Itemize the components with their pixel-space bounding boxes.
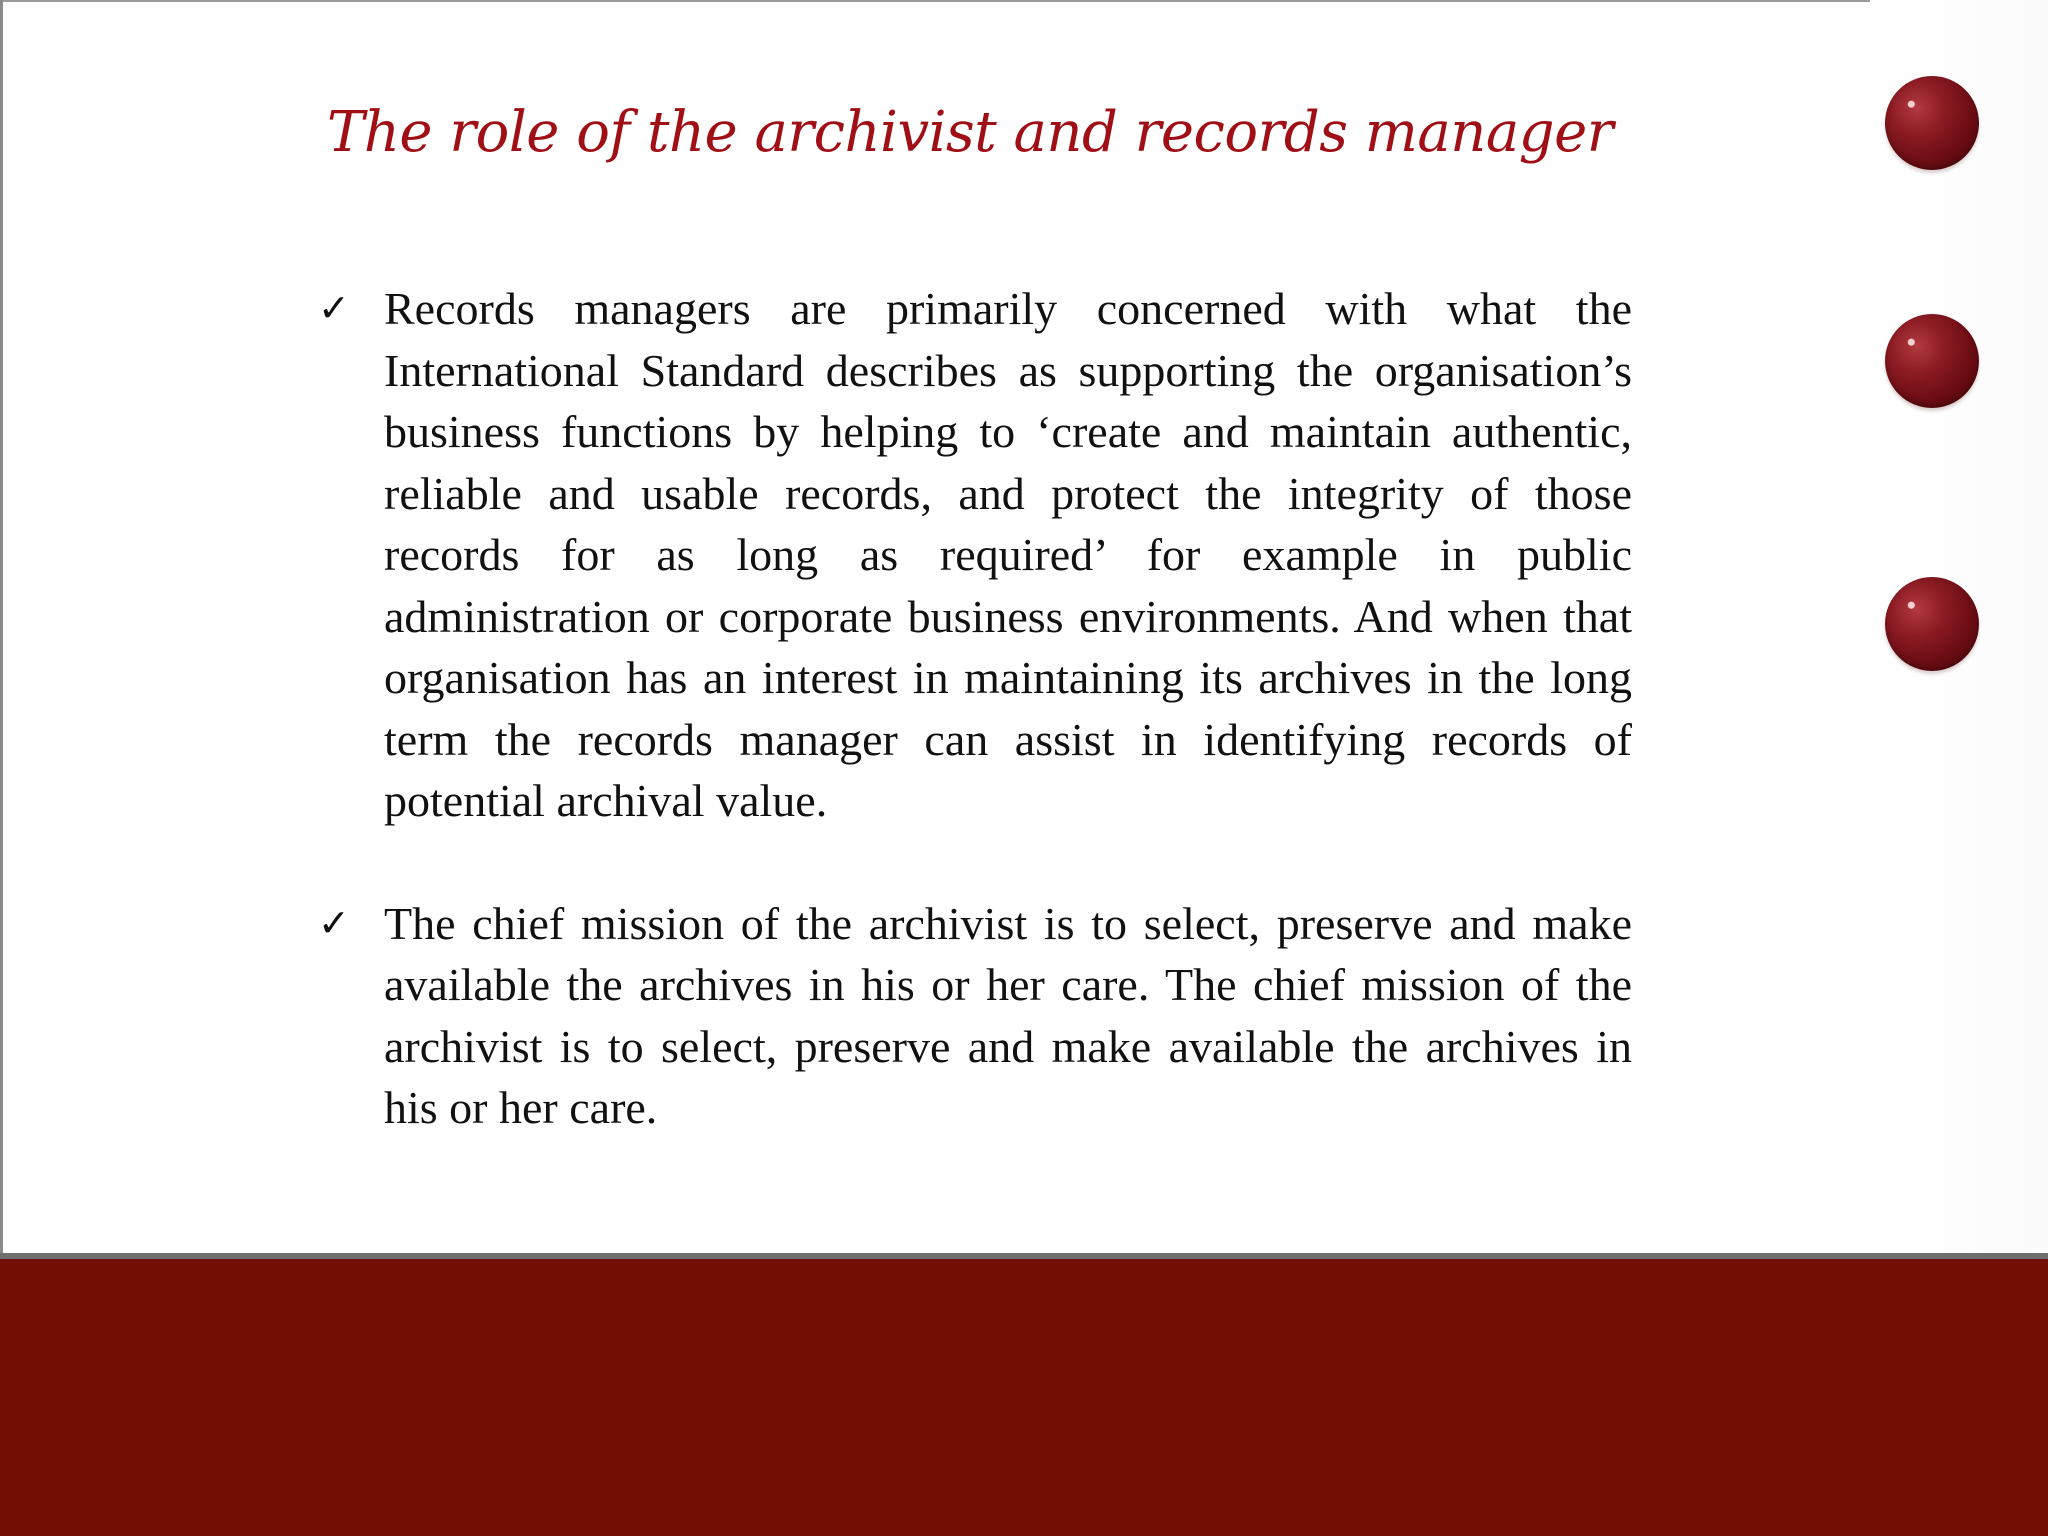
footer-band [0, 1259, 2048, 1536]
red-orb-icon [1885, 314, 1979, 408]
checkmark-icon: ✓ [318, 900, 350, 945]
red-orb-icon [1885, 76, 1979, 170]
slide-left-border [0, 0, 3, 1255]
red-orb-icon [1885, 577, 1979, 671]
checkmark-icon: ✓ [318, 286, 350, 330]
bullet-item-records-managers [318, 278, 1632, 832]
bullet-text: Records managers are primarily concerned with what the International Standard describes as supporting the organisation’s business functions by helping to ‘create and maintain authentic, reliable and usable records, and protect the integrity of those records for as long as required’ for example in public administration or corporate business environments. And when that organisation has an interest in maintaining its archives in the long term the records manager can assist in identifying records of potential archival value. [384, 283, 1632, 826]
slide-top-border [0, 0, 2048, 2]
bullet-text: The chief mission of the archivist is to select, preserve and make available the archives in his or her care. The chief mission of the archivist is to select, preserve and make available the archives in his or her care. [384, 897, 1632, 1133]
bullet-list [318, 278, 1632, 1139]
bullet-item-archivist-mission [318, 893, 1632, 1139]
slide-title: The role of the archivist and records manager [327, 100, 1613, 165]
